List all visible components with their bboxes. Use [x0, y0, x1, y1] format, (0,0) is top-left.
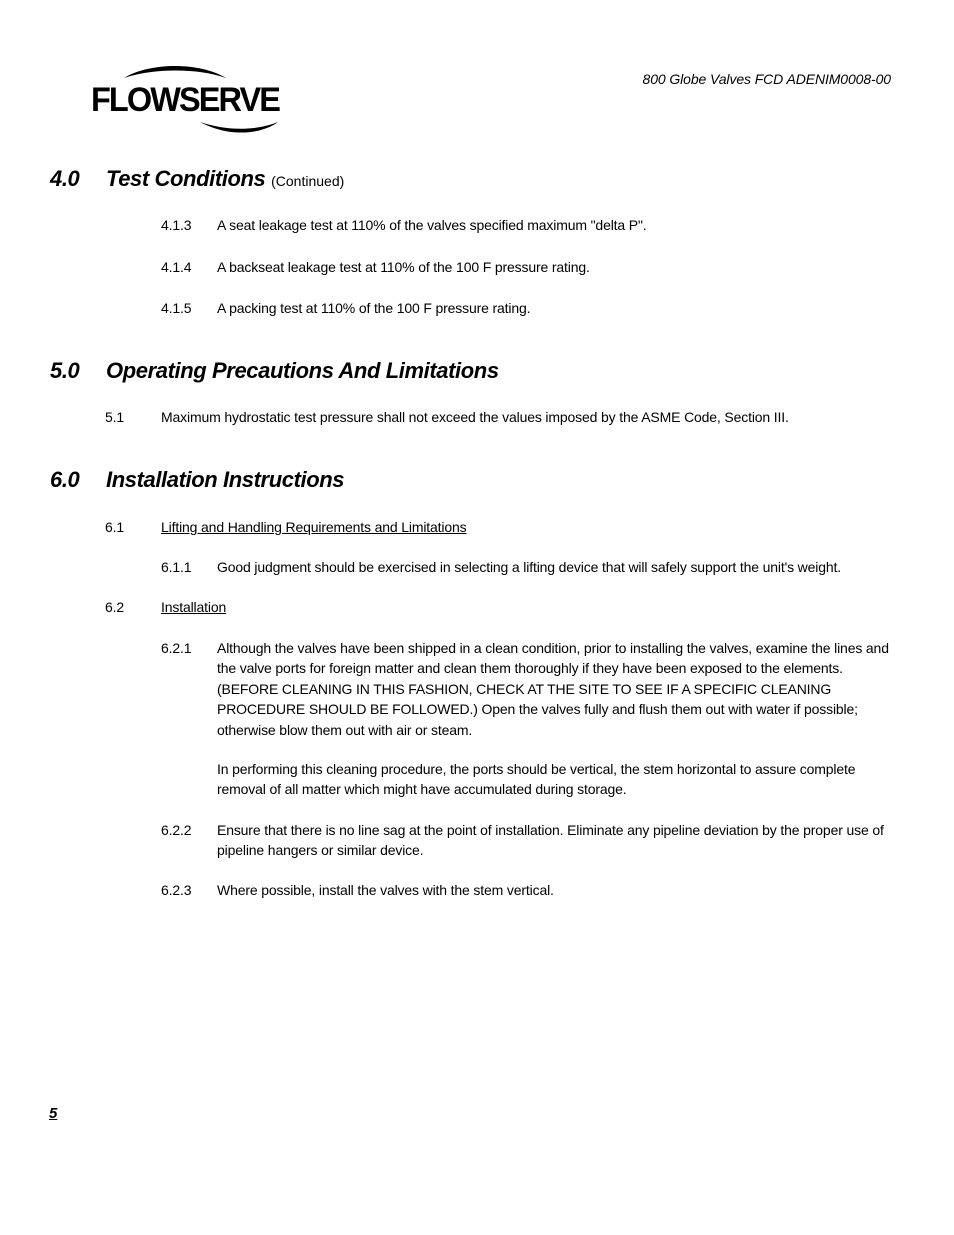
item-number: 6.1.1 — [161, 559, 192, 575]
section-heading-6 — [50, 467, 344, 493]
item-text: A backseat leakage test at 110% of the 100 F pressure rating. — [217, 259, 590, 275]
section-number: 6.0 — [50, 467, 80, 492]
subsection-title: Installation — [161, 599, 227, 615]
section-title: Installation Instructions — [106, 467, 345, 492]
item-number: 4.1.5 — [161, 300, 192, 316]
item-number: 4.1.4 — [161, 259, 192, 275]
item-text: Ensure that there is no line sag at the point of installation. Eliminate any pipeline deviation by the proper use of pipeline hangers or similar device. — [217, 822, 884, 859]
section-heading-5 — [50, 358, 499, 384]
item-number: 6.2.2 — [161, 822, 192, 838]
section-heading-4 — [50, 166, 344, 192]
item-text: Good judgment should be exercised in selecting a lifting device that will safely support the unit's weight. — [217, 559, 841, 575]
section-number: 4.0 — [50, 166, 80, 191]
item-text: Where possible, install the valves with the stem vertical. — [217, 882, 554, 898]
continued-label: (Continued) — [271, 173, 345, 189]
section-title: Test Conditions — [106, 166, 266, 191]
item-text: A packing test at 110% of the 100 F pressure rating. — [217, 300, 531, 316]
item-number: 4.1.3 — [161, 217, 192, 233]
item-text: A seat leakage test at 110% of the valves specified maximum "delta P". — [217, 217, 647, 233]
section-title: Operating Precautions And Limitations — [106, 358, 499, 383]
item-text: Although the valves have been shipped in a clean condition, prior to installing the valves, examine the lines and the valve ports for foreign matter and clean them thoroughly if they have been exposed to the elements. (BEFORE CLEANING IN THIS FASHION, CHECK AT THE SITE TO SEE IF A SPECIFIC CLEANING PROCEDURE SHOULD BE FOLLOWED.) Open the valves fully and flush them out with water if possible; otherwise blow them out with air or steam. — [217, 640, 889, 738]
svg-text:FLOWSERVE: FLOWSERVE — [91, 81, 281, 119]
page-number: 5 — [49, 1105, 58, 1122]
item-number: 6.2.3 — [161, 882, 192, 898]
item-number: 6.2 — [105, 599, 125, 615]
section-number: 5.0 — [50, 358, 80, 383]
document-reference: 800 Globe Valves FCD ADENIM0008-00 — [642, 71, 891, 87]
item-number: 6.1 — [105, 519, 125, 535]
flowserve-logo — [90, 64, 282, 136]
item-number: 6.2.1 — [161, 640, 192, 656]
item-text: Maximum hydrostatic test pressure shall not exceed the values imposed by the ASME Code, Section III. — [161, 409, 789, 425]
subsection-title: Lifting and Handling Requirements and Limitations — [161, 519, 467, 535]
item-number: 5.1 — [105, 409, 125, 425]
item-paragraph: In performing this cleaning procedure, the ports should be vertical, the stem horizontal to assure complete removal of all matter which might have accumulated during storage. — [217, 761, 856, 798]
